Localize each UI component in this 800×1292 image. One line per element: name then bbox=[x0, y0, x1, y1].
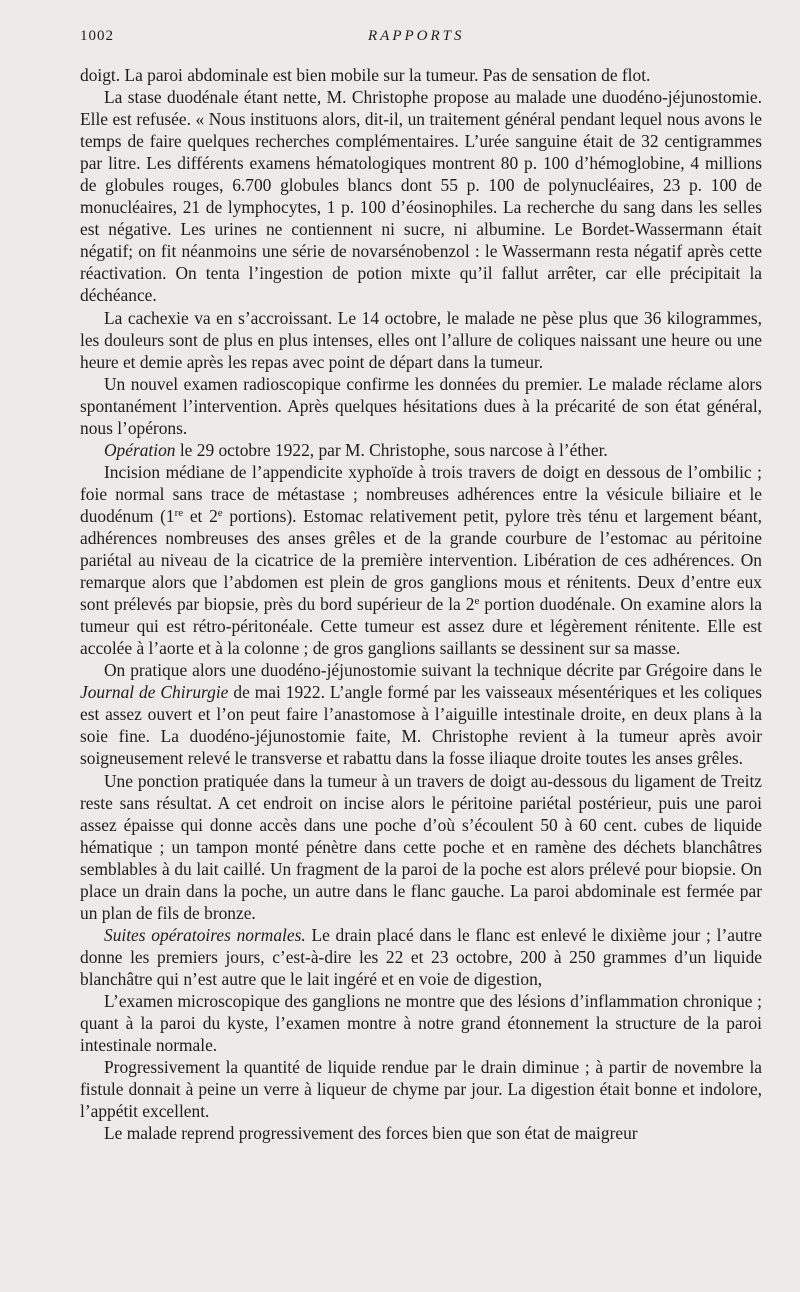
text-segment: Une ponction pratiquée dans la tumeur à un travers de doigt au-dessous du ligament de Treitz reste sans résultat. A cet endroit on incise alors le péritoine pariétal postérieur, puis une paroi assez épaisse qui donne accès dans une poche d’où s’écoulent 50 à 60 cent. cubes de liquide hématique ; un tampon monté pénètre dans cette poche et en ramène des déchets blanchâtres semblables à du lait caillé. Un fragment de la paroi de la poche est alors prélevé pour biopsie. On place un drain dans la poche, un autre dans le flanc gauche. La paroi abdominale est fermée par un plan de fils de bronze. bbox=[80, 770, 762, 923]
italic-text: Journal de Chirurgie bbox=[80, 682, 229, 703]
paragraph bbox=[80, 64, 762, 86]
running-title: RAPPORTS bbox=[368, 28, 465, 44]
text-segment: portions). Estomac relativement petit, pylore très ténu et largement béant, adhérences nombreuses des anses grêles et de la grande courbure de l’estomac au péritoine pariétal au niveau de la cicatrice de la première intervention. Libération de ces adhérences. On remarque alors que l’abdomen est plein de gros ganglions mous et rénitents. Deux d’entre eux sont prélevés par biopsie, près du bord supérieur de la 2 bbox=[80, 505, 762, 615]
text-segment: Incision médiane de l’appendicite xyphoïde à trois travers de doigt en dessous de l’ombilic ; foie normal sans trace de métastase ; nombreuses adhérences entre la vésicule biliaire et le duodénum (1 bbox=[80, 461, 762, 526]
superscript: e bbox=[474, 595, 480, 608]
text-segment: le 29 octobre 1922, par M. Christophe, sous narcose à l’éther. bbox=[175, 439, 608, 460]
text-segment: La stase duodénale étant nette, M. Christophe propose au malade une duodéno-jéjunostomie. Elle est refusée. « Nous instituons alors, dit-il, un traitement général pendant lequel nous avons le temps de faire quelques recherches complémentaires. L’urée sanguine était de 32 centigrammes par litre. Les différents examens hématologiques montrent 80 p. 100 d’hémoglobine, 4 millions de globules rouges, 6.700 globules blancs dont 55 p. 100 de polynucléaires, 23 p. 100 de monucléaires, 21 de lymphocytes, 1 p. 100 d’éosinophiles. La recherche du sang dans les selles est négative. Les urines ne contiennent ni sucre, ni albumine. Le Bordet-Wassermann était négatif; on fit néanmoins une série de novarsénobenzol : le Wassermann resta négatif après cette réactivation. On tenta l’ingestion de potion mixte qu’il fallut arrêter, car elle précipitait la déchéance. bbox=[80, 87, 762, 306]
page-number: 1002 bbox=[80, 28, 114, 44]
text-segment: La cachexie va en s’accroissant. Le 14 octobre, le malade ne pèse plus que 36 kilogrammes, les douleurs sont de plus en plus intenses, elles ont l’allure de coliques naissant une heure ou une heure et demie après les repas avec point de départ dans la tumeur. bbox=[80, 307, 762, 372]
italic-text: Suites opératoires normales. bbox=[104, 924, 306, 945]
body-text bbox=[80, 64, 762, 1144]
paragraph bbox=[80, 659, 762, 769]
paragraph bbox=[80, 990, 762, 1056]
superscript: e bbox=[217, 506, 223, 519]
paragraph bbox=[80, 307, 762, 373]
text-segment: portion duodénale. On examine alors la tumeur qui est rétro-péritonéale. Cette tumeur est assez dure et légèrement rénitente. Elle est accolée à l’aorte et à la colonne ; de gros ganglions saillants se dessinent sur sa masse. bbox=[80, 594, 762, 659]
text-segment: Progressivement la quantité de liquide rendue par le drain diminue ; à partir de novembre la fistule donnait à peine un verre à liqueur de chyme par jour. La digestion était bonne et indolore, l’appétit excellent. bbox=[80, 1057, 762, 1122]
paragraph bbox=[80, 439, 762, 461]
paragraph bbox=[80, 924, 762, 990]
paragraph bbox=[80, 373, 762, 439]
paragraph bbox=[80, 770, 762, 924]
running-head bbox=[80, 22, 762, 50]
text-segment: et 2 bbox=[183, 505, 218, 526]
text-segment: doigt. La paroi abdominale est bien mobile sur la tumeur. Pas de sensation de flot. bbox=[80, 65, 651, 85]
paragraph bbox=[80, 461, 762, 659]
paragraph bbox=[80, 1056, 762, 1122]
paragraph bbox=[80, 86, 762, 306]
text-segment: Le malade reprend progressivement des forces bien que son état de maigreur bbox=[104, 1123, 638, 1144]
text-segment: Le drain placé dans le flanc est enlevé le dixième jour ; l’autre donne les premiers jours, c’est-à-dire les 22 et 23 octobre, 200 à 250 grammes d’un liquide blanchâtre qui n’est autre que le lait ingéré et en voie de digestion, bbox=[80, 924, 763, 989]
superscript: re bbox=[174, 506, 184, 519]
paragraph bbox=[80, 1122, 762, 1144]
italic-text: Opération bbox=[104, 439, 176, 460]
text-segment: On pratique alors une duodéno-jéjunostomie suivant la technique décrite par Grégoire dans le bbox=[104, 660, 762, 681]
text-segment: de mai 1922. L’angle formé par les vaisseaux mésentériques et les coliques est assez ouvert et l’on peut faire l’anastomose à l’aiguille intestinale droite, en deux plans à la soie fine. La duodéno-jéjunostomie faite, M. Christophe revient à la tumeur après avoir soigneusement relevé le transverse et rabattu dans la fosse iliaque droite toutes les anses grêles. bbox=[80, 682, 762, 769]
text-segment: L’examen microscopique des ganglions ne montre que des lésions d’inflammation chronique ; quant à la paroi du kyste, l’examen montre à notre grand étonnement la structure de la paroi intestinale normale. bbox=[80, 990, 762, 1056]
text-segment: Un nouvel examen radioscopique confirme les données du premier. Le malade réclame alors spontanément l’intervention. Après quelques hésitations dues à la précarité de son état général, nous l’opérons. bbox=[80, 373, 762, 438]
